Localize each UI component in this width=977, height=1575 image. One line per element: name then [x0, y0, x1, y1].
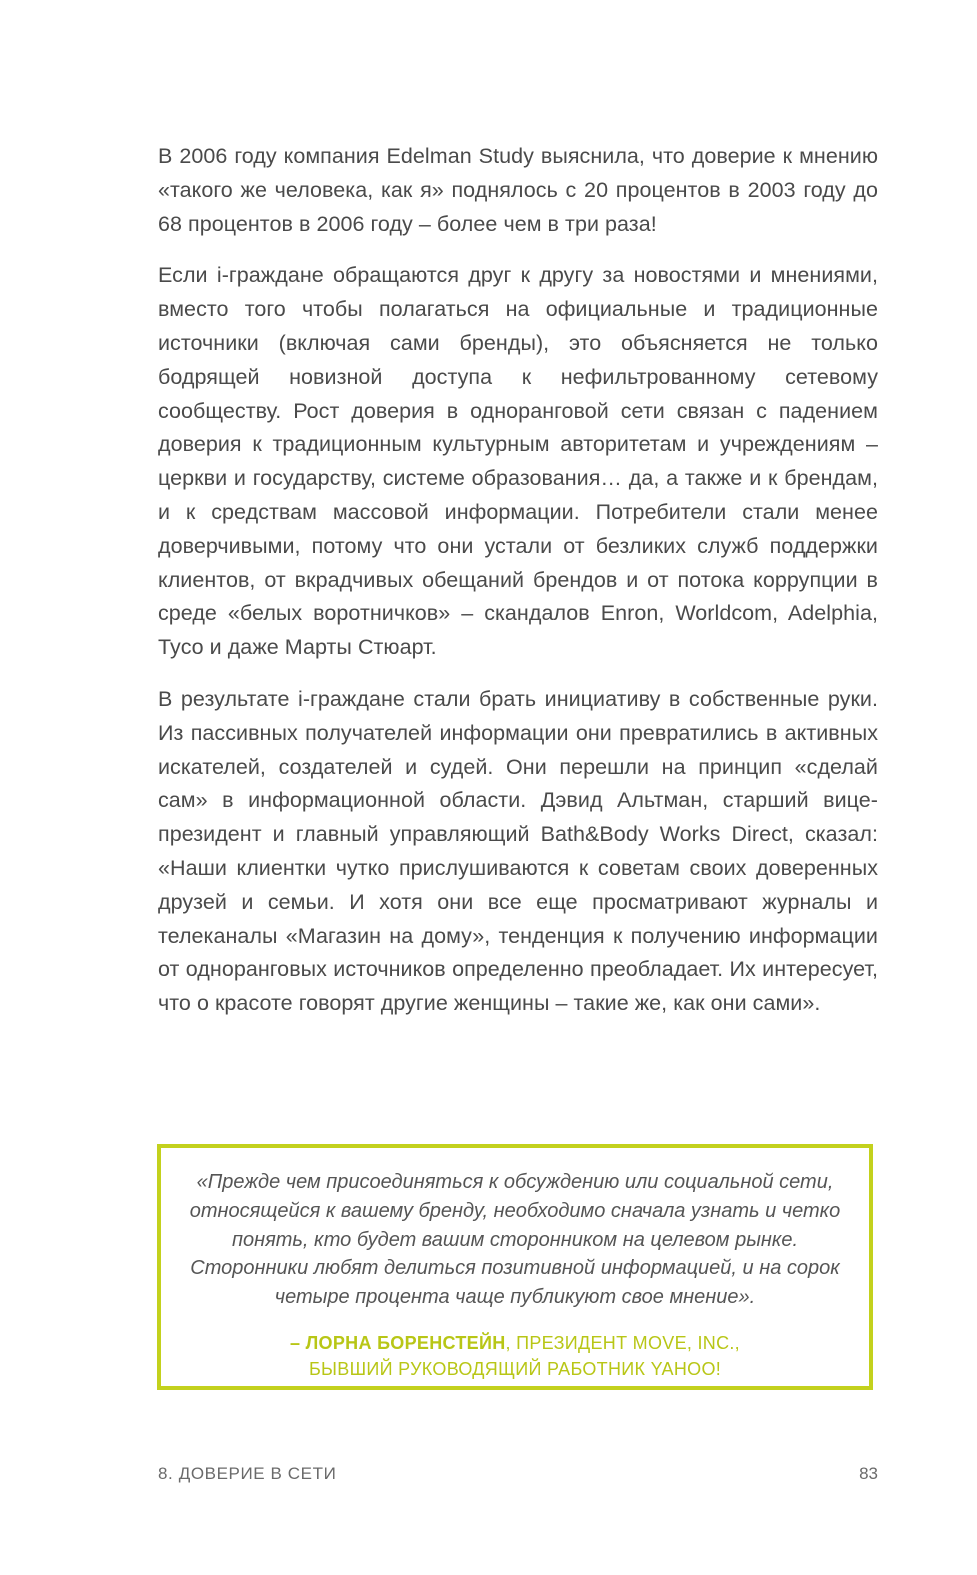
page-number: 83 — [859, 1464, 878, 1483]
quote-author: – ЛОРНА БОРЕНСТЕЙН — [290, 1332, 506, 1353]
quote-attribution — [189, 1330, 841, 1382]
paragraph-1: В 2006 году компания Edelman Study выяснила, что доверие к мнению «такого же человека, как я» поднялось с 20 процентов в 2003 году до 68 процентов в 2006 году – более чем в три раза! — [158, 144, 878, 236]
quote-text: «Прежде чем присоединяться к обсуждению или социальной сети, относящейся к вашему бренду, необходимо сначала узнать и четко понять, кто будет вашим сторонником на целевом рынке. Сторонники любят делиться позитивной информацией, и на сорок четыре процента чаще публикуют свое мнение». — [189, 1171, 841, 1309]
paragraph-2: Если i-граждане обращаются друг к другу за новостями и мнениями, вместо того чтобы полагаться на официальные и традиционные источники (включая сами бренды), это объясняется не только бодрящей новизной доступа к нефильтрованному сетевому сообществу. Рост доверия в одноранговой сети связан с падением доверия к традиционным культурным авторитетам и учреждениям – церкви и государству, системе образования… да, а также и к брендам, и к средствам массовой информации. Потребители стали менее доверчивыми, потому что они устали от безликих служб поддержки клиентов, от вкрадчивых обещаний брендов и от потока коррупции в среде «белых воротничков» – скандалов Enron, Worldcom, Adelphia, Tyco и даже Марты Стюарт. — [158, 263, 878, 660]
running-footer-chapter: 8. ДОВЕРИЕ В СЕТИ — [158, 1464, 337, 1483]
quote-role-line-1: , ПРЕЗИДЕНТ MOVE, INC., — [505, 1332, 740, 1353]
quote-box — [157, 1144, 873, 1390]
quote-role-line-2: БЫВШИЙ РУКОВОДЯЩИЙ РАБОТНИК YAHOO! — [308, 1358, 722, 1379]
paragraph-3: В результате i-граждане стали брать инициативу в собственные руки. Из пассивных получателей информации они превратились в активных искателей, создателей и судей. Они перешли на принцип «сделай сам» в информационной области. Дэвид Альтман, старший вице-президент и главный управляющий Bath&Body Works Direct, сказал: «Наши клиентки чутко прислушиваются к советам своих доверенных друзей и семьи. И хотя они все еще просматривают журналы и телеканалы «Магазин на дому», тенденция к получению информации от одноранговых источников определенно преобладает. Их интересует, что о красоте говорят другие женщины – такие же, как они сами». — [158, 686, 878, 1016]
body-text — [158, 140, 878, 1039]
